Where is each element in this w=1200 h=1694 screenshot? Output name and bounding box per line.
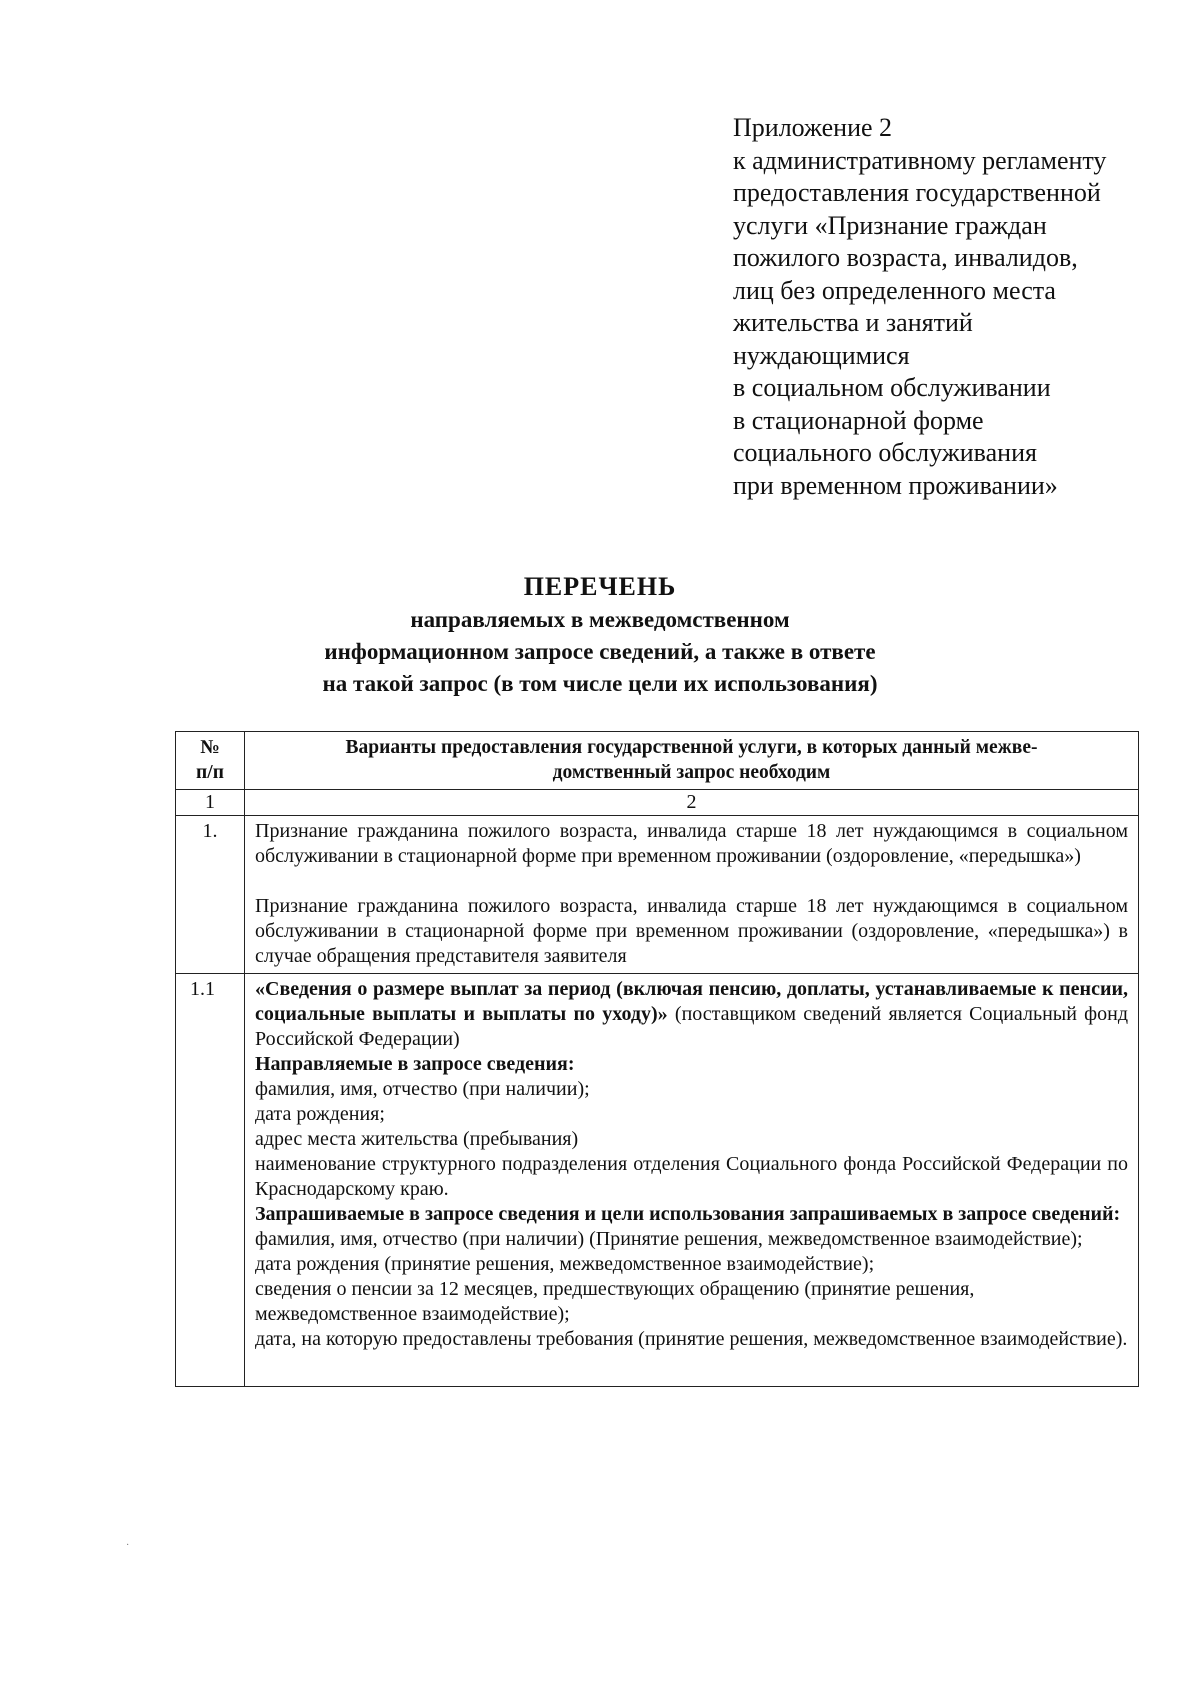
annex-line: нуждающимися bbox=[733, 340, 910, 370]
requested-item: дата рождения (принятие решения, межведомственное взаимодействие); bbox=[255, 1253, 875, 1275]
variant-paragraph: Признание гражданина пожилого возраста, инвалида старше 18 лет нуждающимся в социальном обслуживании в стационарной форме при временном проживании (оздоровление, «передышка») в случае обращения представителя заявителя bbox=[255, 895, 1128, 967]
row-content bbox=[245, 974, 1139, 1387]
request-intro bbox=[255, 977, 1128, 1052]
requested-item: дата, на которую предоставлены требования (принятие решения, межведомственное взаимодействие). bbox=[255, 1328, 1128, 1350]
annex-block bbox=[733, 112, 1153, 502]
requested-heading: Запрашиваемые в запросе сведения и цели использования запрашиваемых в запросе сведений: bbox=[255, 1203, 1121, 1225]
header-number-label: № bbox=[200, 737, 220, 758]
header-number-label: п/п bbox=[196, 762, 224, 783]
table-header-row bbox=[176, 732, 1139, 790]
table-numbering-row bbox=[176, 790, 1139, 816]
request-title: «Сведения о размере выплат за период (включая пенсию, доплаты, устанавливаемые к пенсии, социальные выплаты и выплаты по уходу)» bbox=[255, 978, 1128, 1025]
annex-line: жительства и занятий bbox=[733, 308, 973, 337]
row-number: 1. bbox=[176, 816, 245, 974]
annex-line: социального обслуживания bbox=[733, 438, 1037, 467]
annex-line: в социальном обслуживании bbox=[733, 373, 1051, 402]
row-content bbox=[245, 816, 1139, 974]
sent-heading: Направляемые в запросе сведения: bbox=[255, 1053, 575, 1075]
header-variants-cell bbox=[245, 732, 1139, 790]
row-number: 1.1 bbox=[176, 974, 245, 1387]
sent-item: дата рождения; bbox=[255, 1103, 385, 1125]
sent-item: фамилия, имя, отчество (при наличии); bbox=[255, 1078, 590, 1100]
requested-item: фамилия, имя, отчество (при наличии) (Принятие решения, межведомственное взаимодействие); bbox=[255, 1228, 1083, 1250]
numbering-cell: 2 bbox=[245, 790, 1139, 816]
annex-line: к административному регламенту bbox=[733, 145, 1107, 175]
header-variants-label: Варианты предоставления государственной услуги, в которых данный межве- bbox=[345, 737, 1038, 758]
sent-item: адрес места жительства (пребывания) bbox=[255, 1128, 579, 1150]
document-title bbox=[0, 570, 1200, 700]
cell-spacer bbox=[255, 1352, 1128, 1382]
paragraph-spacer bbox=[255, 869, 1128, 894]
sent-item: наименование структурного подразделения отделения Социального фонда Российской Федерации по Краснодарскому краю. bbox=[255, 1153, 1128, 1200]
annex-line: предоставления государственной bbox=[733, 178, 1101, 207]
title-sub-line: на такой запрос (в том числе цели их использования) bbox=[322, 671, 878, 696]
title-main: ПЕРЕЧЕНЬ bbox=[523, 572, 677, 601]
annex-line: пожилого возраста, инвалидов, bbox=[733, 243, 1078, 272]
title-sub-line: направляемых в межведомственном bbox=[410, 607, 790, 632]
header-variants-label: домственный запрос необходим bbox=[552, 762, 831, 783]
request-provider: (поставщиком сведений является Социальный фонд Российской Федерации) bbox=[255, 1003, 1128, 1050]
annex-line: при временном проживании» bbox=[733, 470, 1058, 500]
header-number-cell bbox=[176, 732, 245, 790]
table-row bbox=[176, 974, 1139, 1387]
table-row bbox=[176, 816, 1139, 974]
scan-artifact-dot: · bbox=[126, 1540, 130, 1551]
title-sub-line: информационном запросе сведений, а также в ответе bbox=[324, 639, 876, 664]
annex-line: лиц без определенного места bbox=[733, 275, 1056, 305]
annex-line: услуги «Признание граждан bbox=[733, 210, 1047, 240]
requests-table bbox=[175, 731, 1139, 1387]
annex-line: Приложение 2 bbox=[733, 113, 893, 142]
variant-paragraph: Признание гражданина пожилого возраста, инвалида старше 18 лет нуждающимся в социальном обслуживании в стационарной форме при временном проживании (оздоровление, «передышка») bbox=[255, 820, 1128, 867]
requested-item: сведения о пенсии за 12 месяцев, предшествующих обращению (принятие решения, межведомственное взаимодействие); bbox=[255, 1278, 975, 1325]
annex-line: в стационарной форме bbox=[733, 405, 984, 435]
numbering-cell: 1 bbox=[176, 790, 245, 816]
